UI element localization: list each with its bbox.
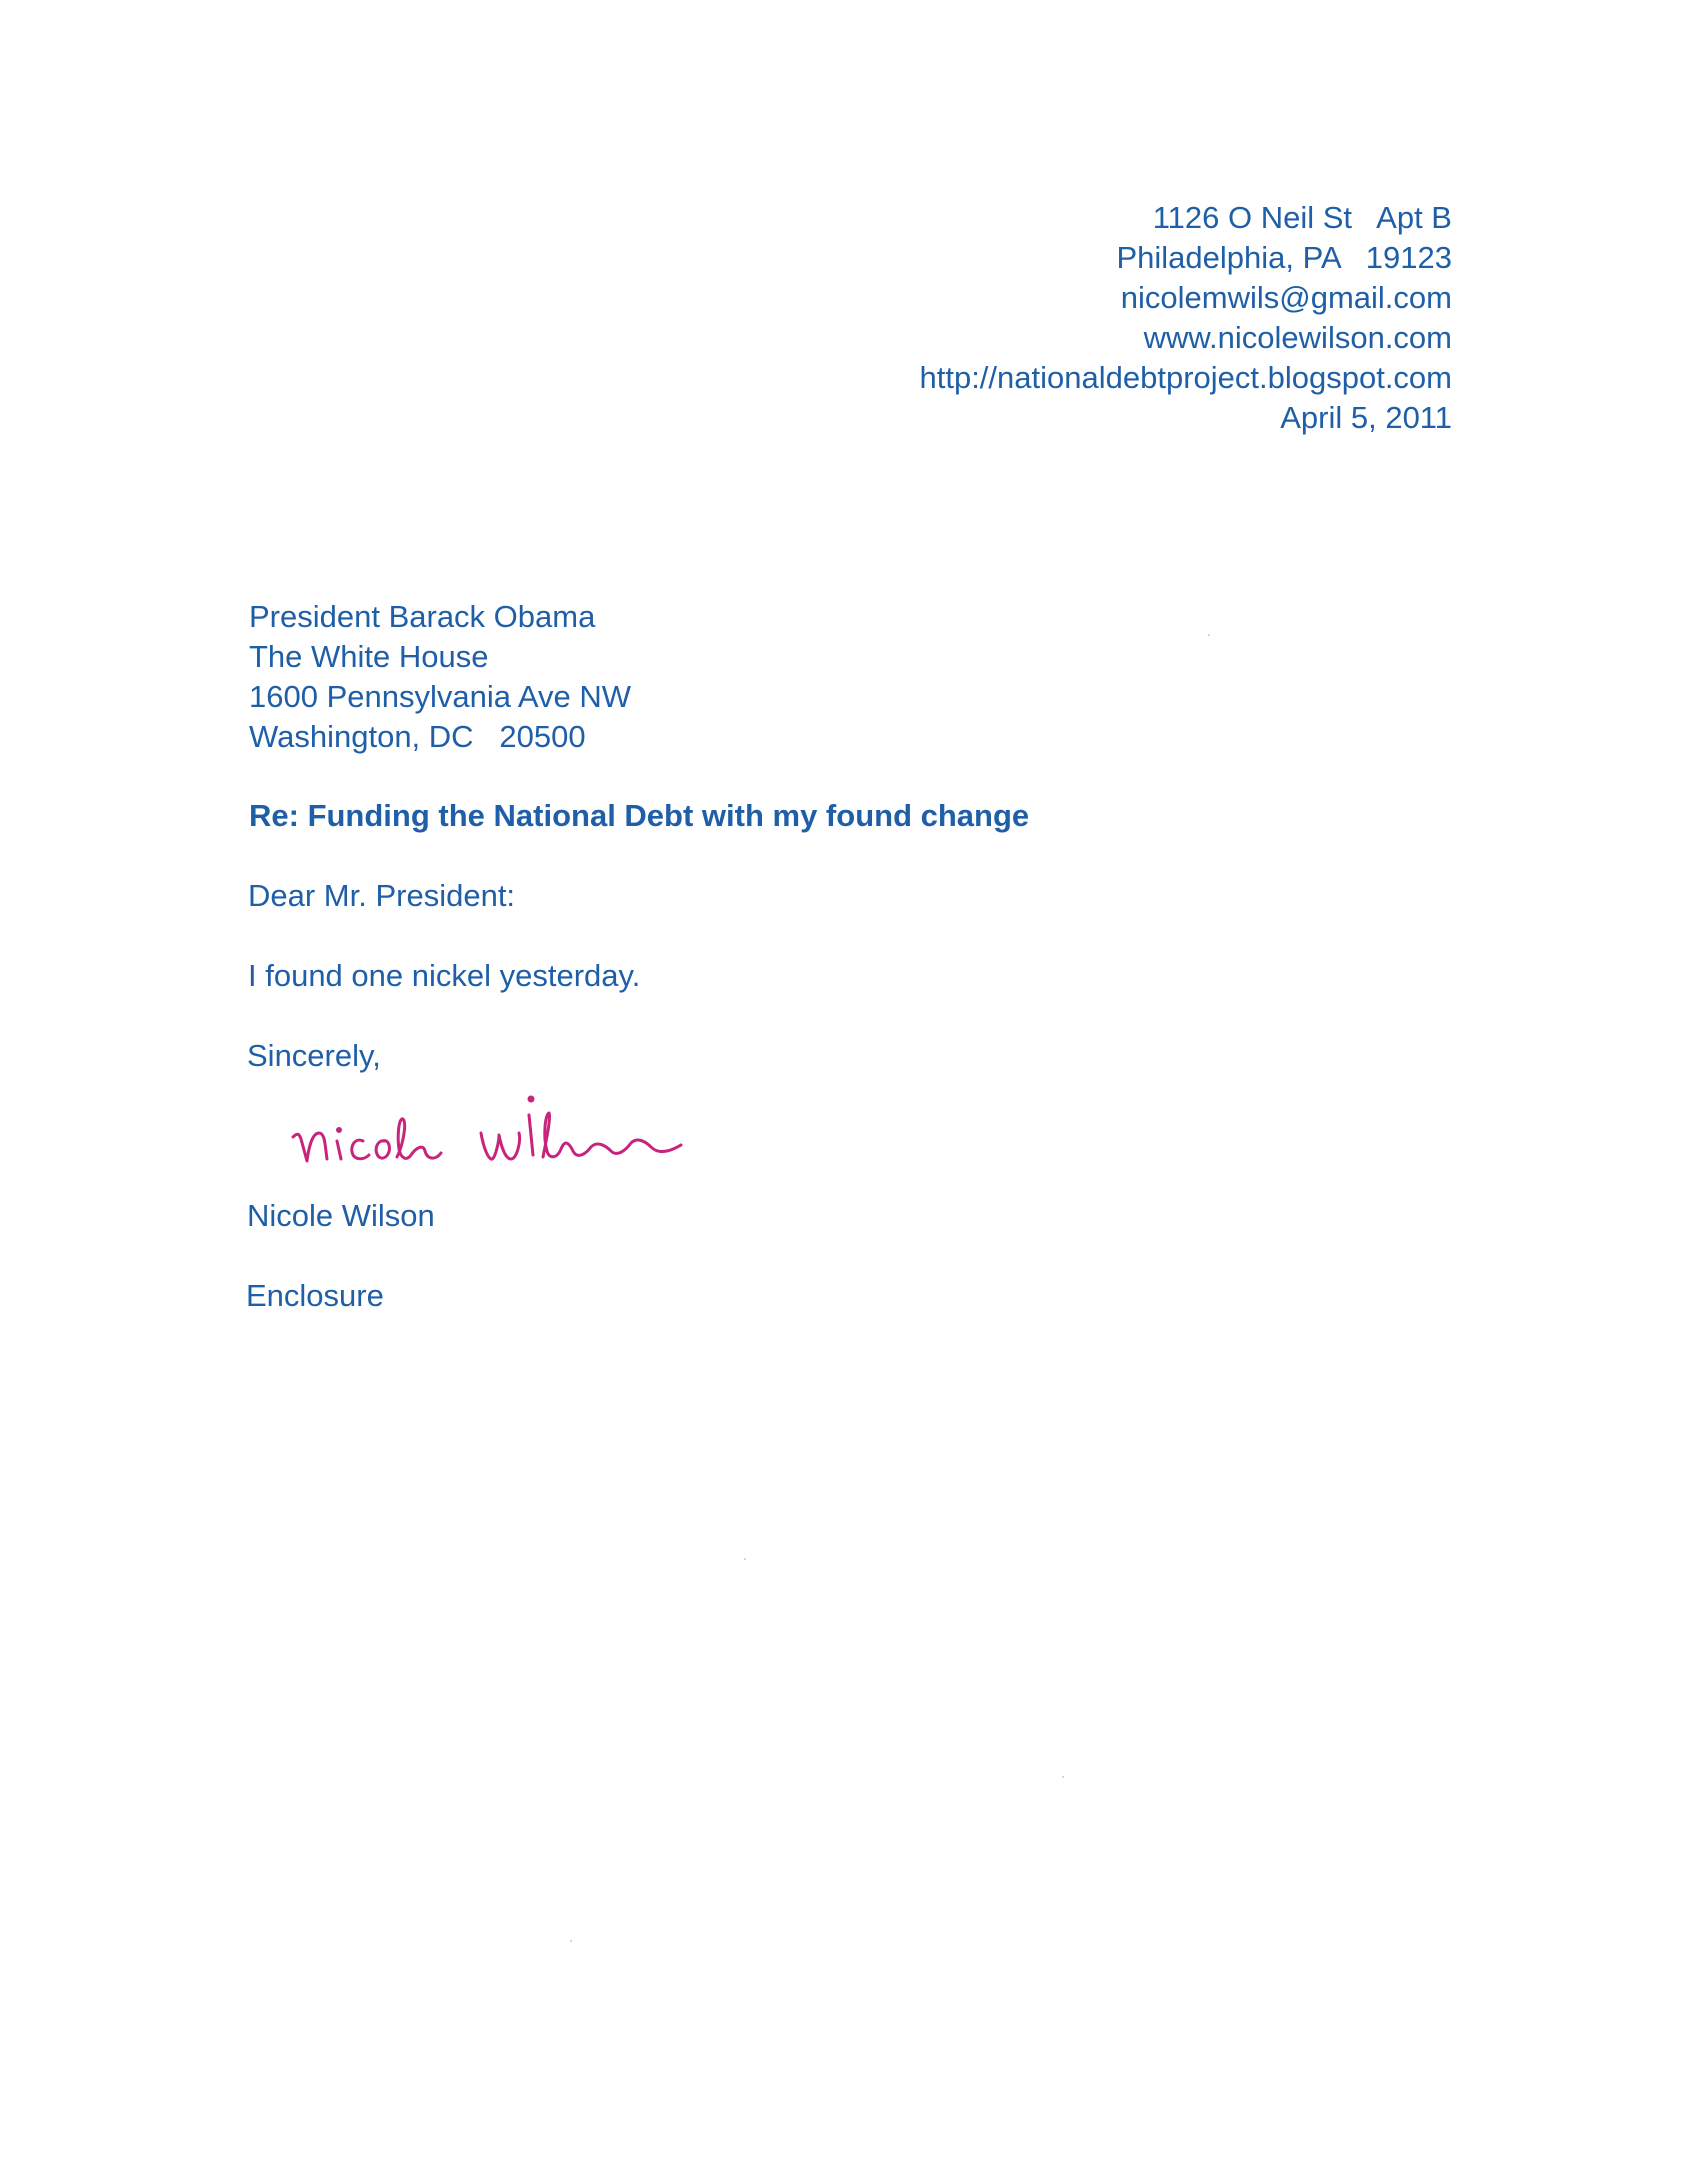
- sender-address-line2: Philadelphia, PA 19123: [1116, 240, 1452, 275]
- sender-website: www.nicolewilson.com: [1143, 320, 1452, 355]
- recipient-address-block: [249, 597, 631, 757]
- closing: Sincerely,: [247, 1038, 381, 1073]
- sender-address-line1: 1126 O Neil St Apt B: [1152, 200, 1452, 235]
- scan-speck: [570, 1940, 572, 1942]
- subject-line: Re: Funding the National Debt with my found change: [249, 798, 1030, 833]
- recipient-organization: The White House: [249, 639, 489, 674]
- enclosure-notation: Enclosure: [246, 1278, 384, 1313]
- recipient-street: 1600 Pennsylvania Ave NW: [249, 679, 631, 714]
- scan-speck: [1062, 1776, 1064, 1778]
- salutation: Dear Mr. President:: [248, 878, 516, 913]
- handwritten-signature: [285, 1075, 705, 1185]
- sender-address-block: [919, 198, 1452, 438]
- recipient-name: President Barack Obama: [249, 599, 596, 634]
- recipient-city-state-zip: Washington, DC 20500: [249, 719, 586, 754]
- scan-speck: [744, 1558, 746, 1560]
- sender-blog-url: http://nationaldebtproject.blogspot.com: [919, 360, 1452, 395]
- sender-email: nicolemwils@gmail.com: [1120, 280, 1452, 315]
- letter-body: I found one nickel yesterday.: [248, 958, 641, 993]
- signer-name: Nicole Wilson: [247, 1198, 435, 1233]
- scan-speck: [1208, 634, 1210, 636]
- letter-date: April 5, 2011: [1280, 400, 1452, 435]
